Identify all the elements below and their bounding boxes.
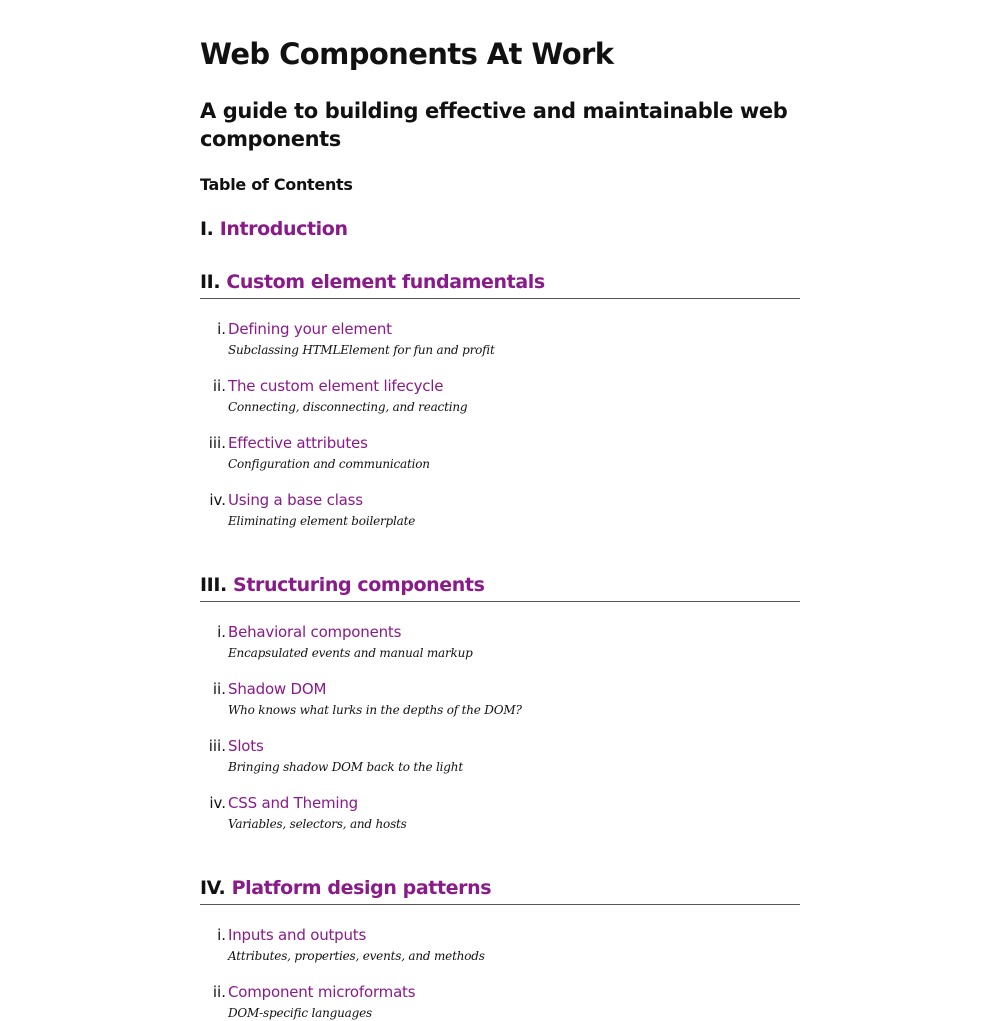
toc-part-heading: [200, 270, 800, 299]
toc-chapter-description: Connecting, disconnecting, and reacting: [228, 400, 468, 414]
toc-chapter-description: Encapsulated events and manual markup: [228, 646, 473, 660]
toc-chapter: [200, 735, 800, 775]
table-of-contents: [200, 217, 800, 1021]
toc-part-heading: [200, 217, 800, 245]
toc-chapter-list: [200, 318, 800, 529]
toc-chapter-link[interactable]: Behavioral components: [228, 623, 402, 641]
page-title: Web Components At Work: [200, 37, 614, 71]
toc-chapter-link[interactable]: CSS and Theming: [228, 794, 358, 812]
toc-chapter-link[interactable]: Component microformats: [228, 983, 416, 1001]
toc-part-link[interactable]: Custom element fundamentals: [226, 271, 545, 293]
toc-part-link[interactable]: Introduction: [219, 218, 348, 240]
toc-chapter: [200, 375, 800, 415]
toc-part-link[interactable]: Platform design patterns: [231, 877, 492, 899]
toc-part: [200, 876, 800, 1021]
toc-chapter-number: iv.: [209, 491, 226, 509]
toc-part: [200, 270, 800, 529]
toc-part-number: II.: [200, 271, 227, 293]
toc-part-heading: [200, 876, 800, 905]
toc-chapter: [200, 621, 800, 661]
toc-chapter-link[interactable]: Slots: [228, 737, 264, 755]
toc-part-number: III.: [200, 574, 234, 596]
toc-chapter-number: i.: [217, 320, 226, 338]
page: [200, 0, 800, 1021]
toc-chapter-number: ii.: [212, 983, 226, 1001]
toc-chapter-link[interactable]: Inputs and outputs: [228, 926, 367, 944]
toc-chapter-list: [200, 924, 800, 1021]
toc-part-number: IV.: [200, 877, 232, 899]
toc-chapter: [200, 318, 800, 358]
toc-chapter-description: Bringing shadow DOM back to the light: [228, 760, 463, 774]
toc-chapter-number: ii.: [212, 680, 226, 698]
toc-chapter-number: i.: [217, 623, 226, 641]
toc-part-heading: [200, 573, 800, 602]
toc-chapter-number: iii.: [208, 434, 226, 452]
toc-chapter-description: Attributes, properties, events, and methods: [228, 949, 485, 963]
toc-chapter-description: Configuration and communication: [228, 457, 430, 471]
toc-chapter-description: Eliminating element boilerplate: [228, 514, 416, 528]
toc-chapter-description: Variables, selectors, and hosts: [228, 817, 407, 831]
toc-chapter-description: Who knows what lurks in the depths of the DOM?: [228, 703, 522, 717]
toc-chapter-description: Subclassing HTMLElement for fun and profit: [228, 343, 495, 357]
toc-heading: Table of Contents: [200, 175, 353, 194]
toc-chapter-link[interactable]: Shadow DOM: [228, 680, 327, 698]
toc-part-link[interactable]: Structuring components: [233, 574, 485, 596]
toc-chapter-number: iii.: [208, 737, 226, 755]
page-subtitle: A guide to building effective and maintainable web components: [200, 99, 788, 151]
toc-chapter-number: ii.: [212, 377, 226, 395]
toc-chapter-link[interactable]: Effective attributes: [228, 434, 368, 452]
toc-part-number: I.: [200, 218, 220, 240]
toc-chapter: [200, 792, 800, 832]
toc-chapter: [200, 432, 800, 472]
toc-chapter: [200, 489, 800, 529]
toc-part: [200, 573, 800, 832]
toc-chapter-number: i.: [217, 926, 226, 944]
toc-chapter-list: [200, 621, 800, 832]
toc-chapter-number: iv.: [209, 794, 226, 812]
toc-chapter: [200, 981, 800, 1021]
toc-chapter-description: DOM-specific languages: [228, 1006, 372, 1020]
toc-chapter: [200, 678, 800, 718]
toc-chapter-link[interactable]: The custom element lifecycle: [228, 377, 444, 395]
toc-chapter-link[interactable]: Defining your element: [228, 320, 392, 338]
toc-chapter: [200, 924, 800, 964]
toc-part: [200, 217, 800, 245]
toc-chapter-link[interactable]: Using a base class: [228, 491, 363, 509]
